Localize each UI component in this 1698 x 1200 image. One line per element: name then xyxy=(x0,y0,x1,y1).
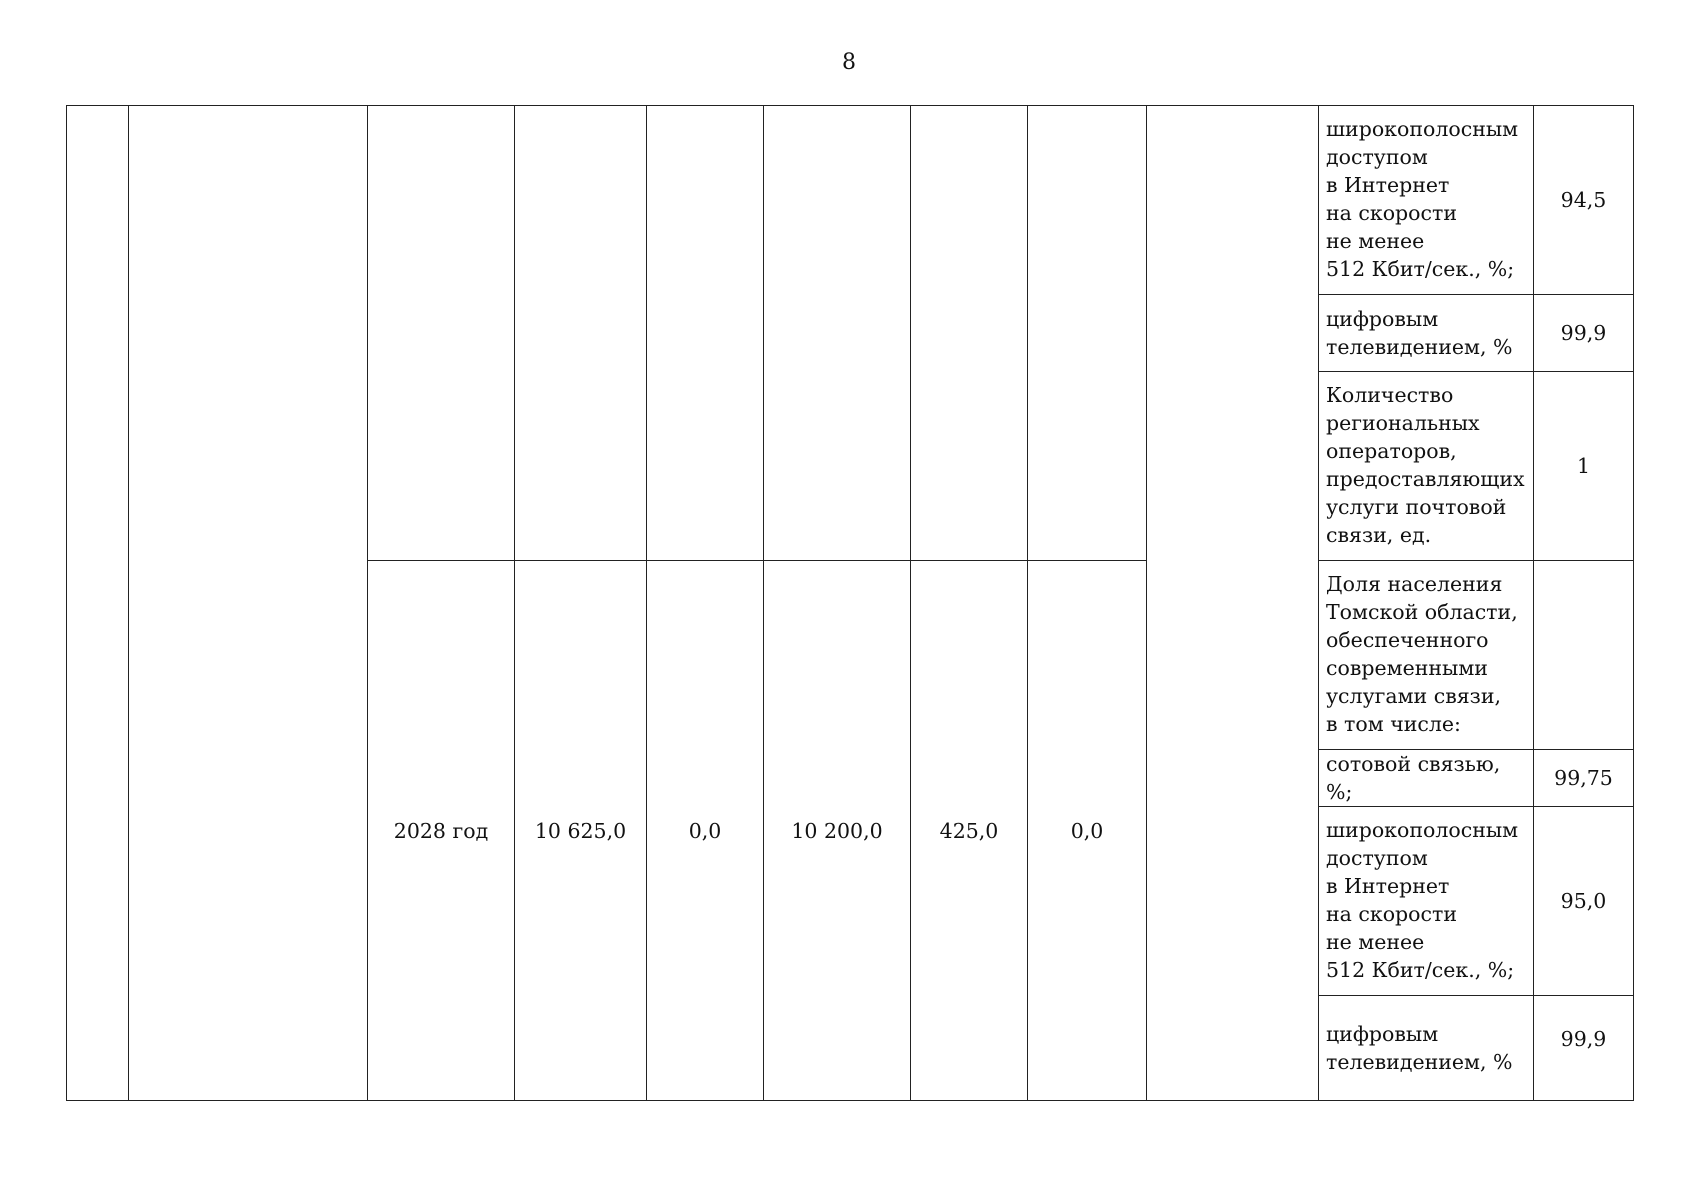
indicator-value xyxy=(1534,561,1634,750)
task-name-cell xyxy=(129,106,368,1101)
year-cell-empty xyxy=(368,106,515,561)
indicator-value: 94,5 xyxy=(1534,106,1634,295)
indicator-value: 99,75 xyxy=(1534,750,1634,807)
federal-cell-empty xyxy=(647,106,764,561)
indicator-name: цифровым телевидением, % xyxy=(1319,996,1534,1101)
indicator-name: Количество региональных операторов, предоставляющих услуги почтовой связи, ед. xyxy=(1319,372,1534,561)
indicator-name: широкополосным доступом в Интернет на скорости не менее 512 Кбит/сек., %; xyxy=(1319,106,1534,295)
indicator-value: 95,0 xyxy=(1534,807,1634,996)
page-number: 8 xyxy=(842,50,856,75)
total-cell-empty xyxy=(515,106,647,561)
federal-budget-cell: 0,0 xyxy=(647,561,764,1101)
total-funding-cell: 10 625,0 xyxy=(515,561,647,1101)
indicator-name: сотовой связью, %; xyxy=(1319,750,1534,807)
indicator-name: цифровым телевидением, % xyxy=(1319,295,1534,372)
indicator-name: широкополосным доступом в Интернет на скорости не менее 512 Кбит/сек., %; xyxy=(1319,807,1534,996)
local-budget-cell: 425,0 xyxy=(911,561,1028,1101)
indicator-value: 99,9 xyxy=(1534,295,1634,372)
regional-cell-empty xyxy=(764,106,911,561)
indicator-name: Доля населения Томской области, обеспеченного современными услугами связи, в том числе: xyxy=(1319,561,1534,750)
executor-cell xyxy=(1147,106,1319,1101)
local-cell-empty xyxy=(911,106,1028,561)
number-cell xyxy=(67,106,129,1101)
other-cell-empty xyxy=(1028,106,1147,561)
year-cell: 2028 год xyxy=(368,561,515,1101)
indicator-value: 1 xyxy=(1534,372,1634,561)
other-sources-cell: 0,0 xyxy=(1028,561,1147,1101)
program-table xyxy=(66,105,1634,1101)
indicator-value: 99,9 xyxy=(1534,996,1634,1101)
regional-budget-cell: 10 200,0 xyxy=(764,561,911,1101)
table-row xyxy=(67,106,1634,295)
